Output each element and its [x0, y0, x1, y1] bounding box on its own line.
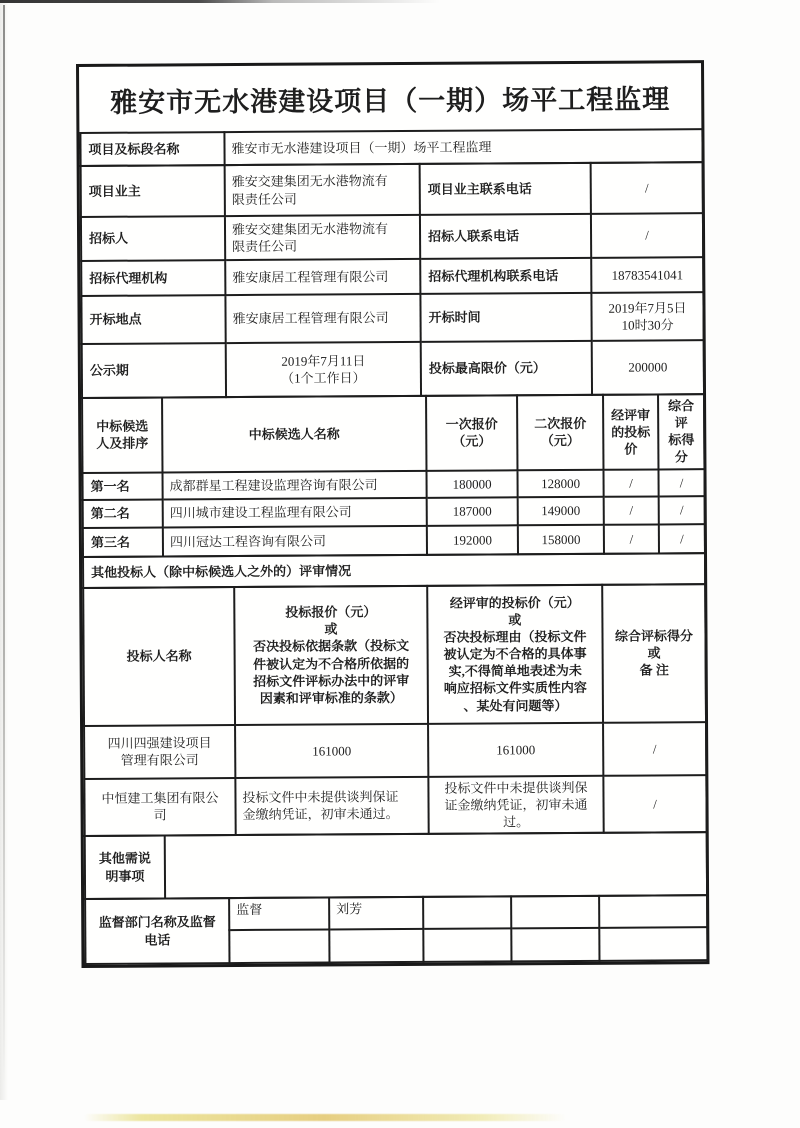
owner-phone-label: 项目业主联系电话	[420, 163, 591, 215]
publicity-period-value: 2019年7月11日 （1个工作日）	[226, 342, 421, 397]
other-bidders-section-title: 其他投标人（除中标候选人之外的）评审情况	[83, 553, 705, 588]
paper-top-edge-line	[0, 0, 440, 3]
bidder-score: /	[603, 775, 706, 833]
bid-result-table	[76, 60, 710, 968]
notes-table	[84, 831, 708, 900]
highlighter-smudge	[84, 1114, 566, 1121]
agency-phone-value: 18783541041	[591, 257, 703, 293]
col-header-second-bid: 二次报价 （元）	[517, 395, 603, 470]
table-row	[80, 129, 702, 166]
agency-phone-label: 招标代理机构联系电话	[420, 258, 591, 294]
table-row	[85, 832, 707, 899]
candidates-table	[81, 393, 706, 557]
candidate-name: 四川城市建设工程监理有限公司	[163, 497, 427, 527]
empty-cell	[329, 929, 423, 963]
other-bidders-header-row	[83, 584, 706, 726]
empty-cell	[229, 930, 329, 964]
table-row	[81, 162, 703, 217]
candidate-name: 四川冠达工程咨询有限公司	[163, 525, 427, 556]
owner-label: 项目业主	[81, 165, 225, 217]
empty-cell	[423, 896, 511, 929]
bidder-rejection-reason: 投标文件中未提供谈判保 证金缴纳凭证，初审未通 过。	[428, 775, 603, 834]
notes-label: 其他需说 明事项	[85, 836, 165, 899]
candidate-score: /	[658, 469, 704, 496]
table-row	[81, 292, 703, 344]
candidate-rank: 第二名	[83, 499, 163, 527]
project-label: 项目及标段名称	[80, 132, 224, 166]
candidate-score: /	[659, 496, 705, 524]
col-header-score: 综合评 标得分	[658, 394, 704, 469]
col-header-score-or-remark: 综合评标得分 或 备 注	[602, 584, 706, 723]
tenderee-phone-label: 招标人联系电话	[420, 214, 591, 259]
candidate-evaluated-bid: /	[604, 524, 659, 553]
empty-cell	[511, 928, 599, 962]
opening-time-label: 开标时间	[420, 293, 591, 342]
publicity-period-label: 公示期	[82, 343, 226, 398]
candidate-evaluated-bid: /	[603, 469, 658, 496]
project-value: 雅安市无水港建设项目（一期）场平工程监理	[224, 129, 702, 165]
owner-phone-value: /	[591, 162, 703, 214]
supervisor-role: 监督	[229, 898, 329, 931]
candidate-first-bid: 192000	[427, 525, 518, 555]
tenderee-label: 招标人	[81, 216, 225, 261]
other-bidders-table	[82, 583, 708, 837]
empty-cell	[511, 896, 599, 929]
opening-place-label: 开标地点	[81, 295, 225, 344]
bidder-evaluated: 161000	[428, 722, 603, 776]
candidate-second-bid: 158000	[518, 524, 604, 554]
col-header-candidate-name: 中标候选人名称	[162, 396, 426, 472]
empty-cell	[423, 928, 511, 962]
bidder-rejection-clause: 投标文件中未提供谈判保证 金缴纳凭证，初审未通过。	[235, 776, 428, 835]
tenderee-value: 雅安交建集团无水港物流有 限责任公司	[225, 215, 420, 260]
col-header-bid-or-rejection-clause: 投标报价（元） 或 否决投标依据条款（投标文 件被认定为不合格所依据的 招标文件评标办法中的评审 因素和评审标准的条款）	[234, 585, 428, 724]
supervision-row	[85, 895, 707, 931]
owner-value: 雅安交建集团无水港物流有 限责任公司	[225, 164, 420, 216]
candidate-second-bid: 149000	[518, 496, 604, 525]
bidder-bid: 161000	[235, 723, 428, 777]
table-row	[82, 340, 704, 398]
document-title: 雅安市无水港建设项目（一期）场平工程监理	[110, 84, 671, 118]
empty-cell	[599, 895, 707, 928]
candidate-row	[82, 469, 704, 500]
candidate-name: 成都群星工程建设监理咨询有限公司	[162, 470, 426, 499]
col-header-bidder-name: 投标人名称	[83, 587, 235, 726]
col-header-evaluated-or-rejection-reason: 经评审的投标价（元） 或 否决投标理由（投标文件 被认定为不合格的具体事 实,不得简单地表述为未 响应招标文件实质性内容 、某处有问题等）	[427, 584, 603, 723]
bidder-name: 四川四强建设项目 管理有限公司	[84, 725, 235, 779]
candidate-rank: 第三名	[83, 527, 163, 556]
tenderee-phone-value: /	[591, 213, 703, 258]
info-table	[80, 161, 705, 399]
opening-time-value: 2019年7月5日 10时30分	[591, 292, 703, 341]
empty-cell	[599, 927, 707, 961]
bidder-row	[84, 722, 706, 779]
table-row	[81, 257, 703, 296]
candidate-first-bid: 180000	[426, 470, 517, 498]
supervision-label: 监督部门名称及监督 电话	[85, 898, 229, 964]
opening-place-value: 雅安康居工程管理有限公司	[225, 294, 420, 343]
max-price-label: 投标最高限价（元）	[421, 341, 592, 396]
notes-value	[165, 832, 707, 898]
bidder-row	[84, 775, 706, 836]
candidate-second-bid: 128000	[517, 469, 603, 497]
candidate-evaluated-bid: /	[604, 496, 659, 524]
supervisor-name: 刘芳	[329, 897, 423, 930]
bidder-score: /	[603, 722, 706, 776]
candidate-rank: 第一名	[82, 472, 162, 499]
agency-value: 雅安康居工程管理有限公司	[225, 259, 420, 295]
supervision-table	[84, 894, 708, 965]
col-header-first-bid: 一次报价 （元）	[426, 395, 517, 470]
col-header-rank: 中标候选 人及排序	[82, 397, 162, 472]
max-price-value: 200000	[592, 340, 704, 395]
table-row	[81, 213, 703, 261]
candidate-score: /	[659, 524, 705, 553]
bidder-name: 中恒建工集团有限公 司	[84, 778, 235, 836]
agency-label: 招标代理机构	[81, 260, 225, 296]
candidates-header-row	[82, 394, 704, 472]
col-header-evaluated-bid: 经评审 的投标 价	[603, 394, 658, 469]
candidate-row	[83, 496, 705, 528]
candidate-first-bid: 187000	[427, 497, 518, 526]
paper-left-edge-line	[3, 5, 5, 1085]
